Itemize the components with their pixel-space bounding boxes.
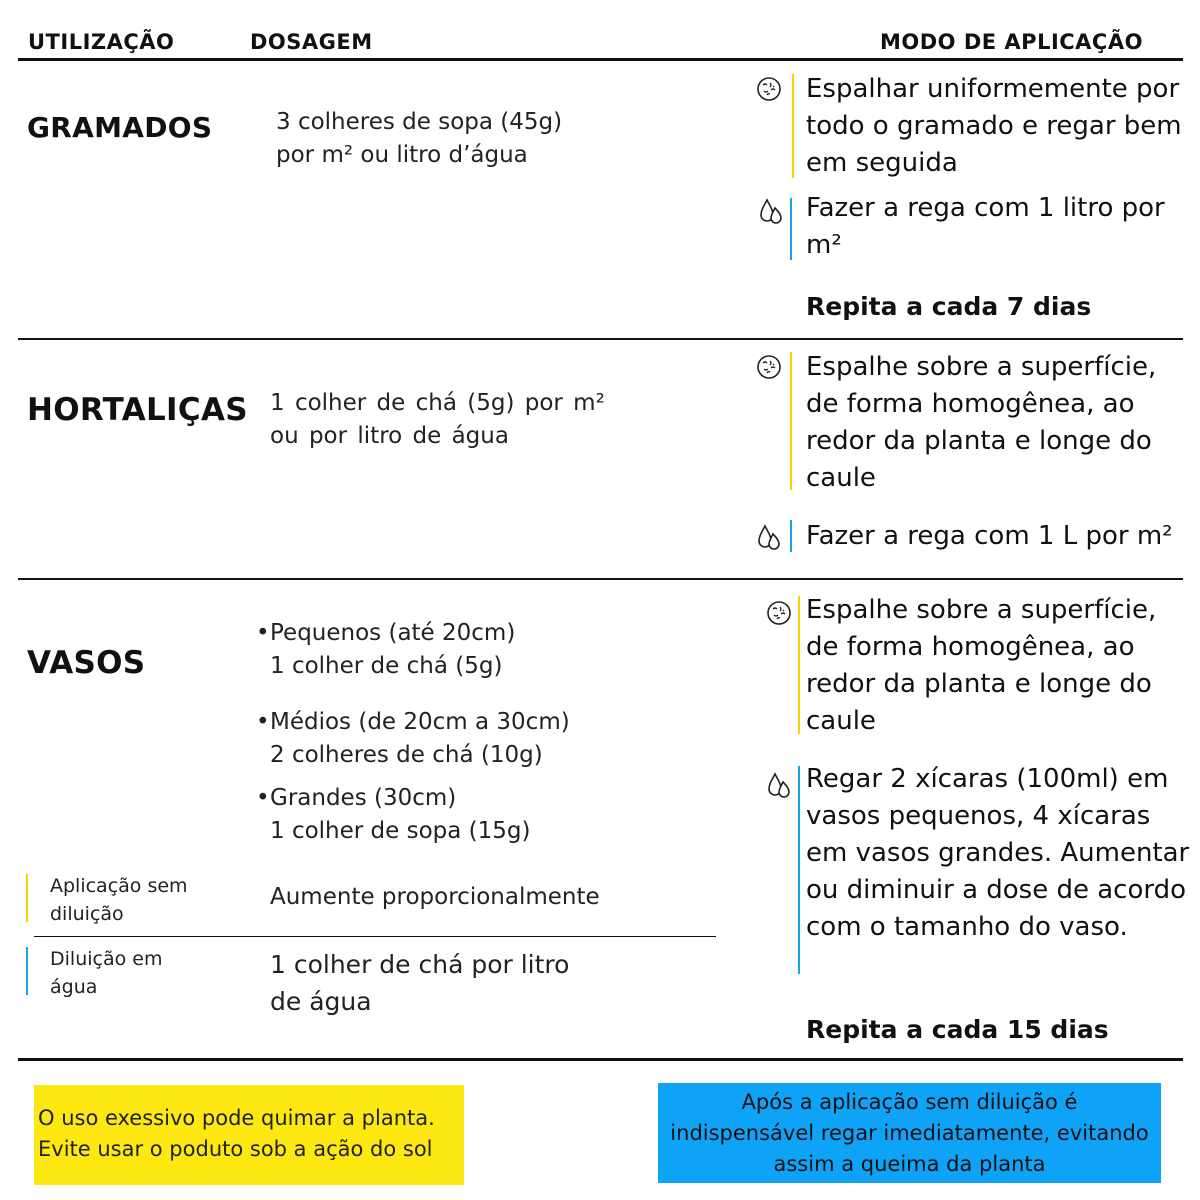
- size-label: Grandes (30cm): [270, 785, 457, 811]
- vasos-step1: Espalhe sobre a superfície, de forma homogênea, ao redor da planta e longe do caule: [806, 595, 1157, 736]
- granules-icon: [756, 352, 782, 382]
- vasos-inner-divider: [34, 936, 716, 937]
- gramados-step1-accent: [792, 74, 794, 178]
- header-modo-aplicacao: MODO DE APLICAÇÃO: [880, 30, 1143, 54]
- gramados-step2: Fazer a rega com 1 litro por m²: [806, 193, 1165, 260]
- size-dose: 1 colher de sopa (15g): [270, 818, 531, 844]
- divider-1: [18, 338, 1183, 340]
- undiluted-value: Aumente proporcionalmente: [270, 884, 600, 910]
- hortalicas-step2-accent: [790, 520, 792, 552]
- gramados-step1: Espalhar uniformemente por todo o gramado e regar bem em seguida: [806, 74, 1182, 178]
- vasos-repeat: Repita a cada 15 dias: [806, 1015, 1109, 1044]
- vasos-size-large: [256, 782, 531, 848]
- size-dose: 2 colheres de chá (10g): [270, 742, 543, 768]
- diluted-accent: [26, 947, 28, 995]
- header-utilizacao: UTILIZAÇÃO: [28, 30, 175, 54]
- undiluted-label: Aplicação sem diluição: [50, 875, 188, 925]
- gramados-repeat: Repita a cada 7 dias: [806, 292, 1092, 321]
- undiluted-accent: [26, 874, 28, 922]
- granules-icon: [766, 598, 792, 628]
- diluted-value: 1 colher de chá por litro de água: [270, 950, 570, 1016]
- bullet-dot: •: [256, 709, 270, 735]
- vasos-step1-accent: [798, 596, 800, 734]
- hortalicas-dosage: 1 colher de chá (5g) por m² ou por litro de água: [270, 390, 605, 449]
- vasos-size-small: [256, 617, 516, 683]
- vasos-step2-accent: [798, 766, 800, 974]
- granules-icon: [756, 74, 782, 104]
- water-drops-icon: [766, 770, 792, 800]
- gramados-dosage: 3 colheres de sopa (45g) por m² ou litro d’água: [276, 109, 563, 168]
- gramados-title: GRAMADOS: [27, 111, 213, 144]
- bullet-dot: •: [256, 785, 270, 811]
- size-label: Médios (de 20cm a 30cm): [270, 709, 570, 735]
- size-label: Pequenos (até 20cm): [270, 620, 516, 646]
- bullet-dot: •: [256, 620, 270, 646]
- divider-2: [18, 578, 1183, 580]
- hortalicas-step2: Fazer a rega com 1 L por m²: [806, 521, 1173, 551]
- hortalicas-title: HORTALIÇAS: [27, 392, 248, 428]
- water-drops-icon: [756, 522, 782, 552]
- hortalicas-step1: Espalhe sobre a superfície, de forma homogênea, ao redor da planta e longe do caule: [806, 352, 1157, 493]
- hortalicas-step1-accent: [790, 352, 792, 490]
- water-drops-icon: [758, 196, 784, 226]
- bottom-divider: [18, 1058, 1183, 1061]
- header-dosagem: DOSAGEM: [250, 30, 373, 54]
- size-dose: 1 colher de chá (5g): [270, 653, 503, 679]
- header-divider: [18, 58, 1183, 61]
- vasos-step2: Regar 2 xícaras (100ml) em vasos pequenos, 4 xícaras em vasos grandes. Aumentar ou diminuir a dose de acordo com o tamanho do vaso.: [806, 764, 1190, 942]
- warning-note: O uso exessivo pode quimar a planta. Evite usar o poduto sob a ação do sol: [34, 1085, 464, 1185]
- vasos-size-medium: [256, 706, 570, 772]
- gramados-step2-accent: [790, 198, 792, 260]
- diluted-label: Diluição em água: [50, 948, 163, 998]
- tip-note: Após a aplicação sem diluição é indispensável regar imediatamente, evitando assim a queima da planta: [658, 1083, 1161, 1183]
- vasos-title: VASOS: [27, 645, 146, 681]
